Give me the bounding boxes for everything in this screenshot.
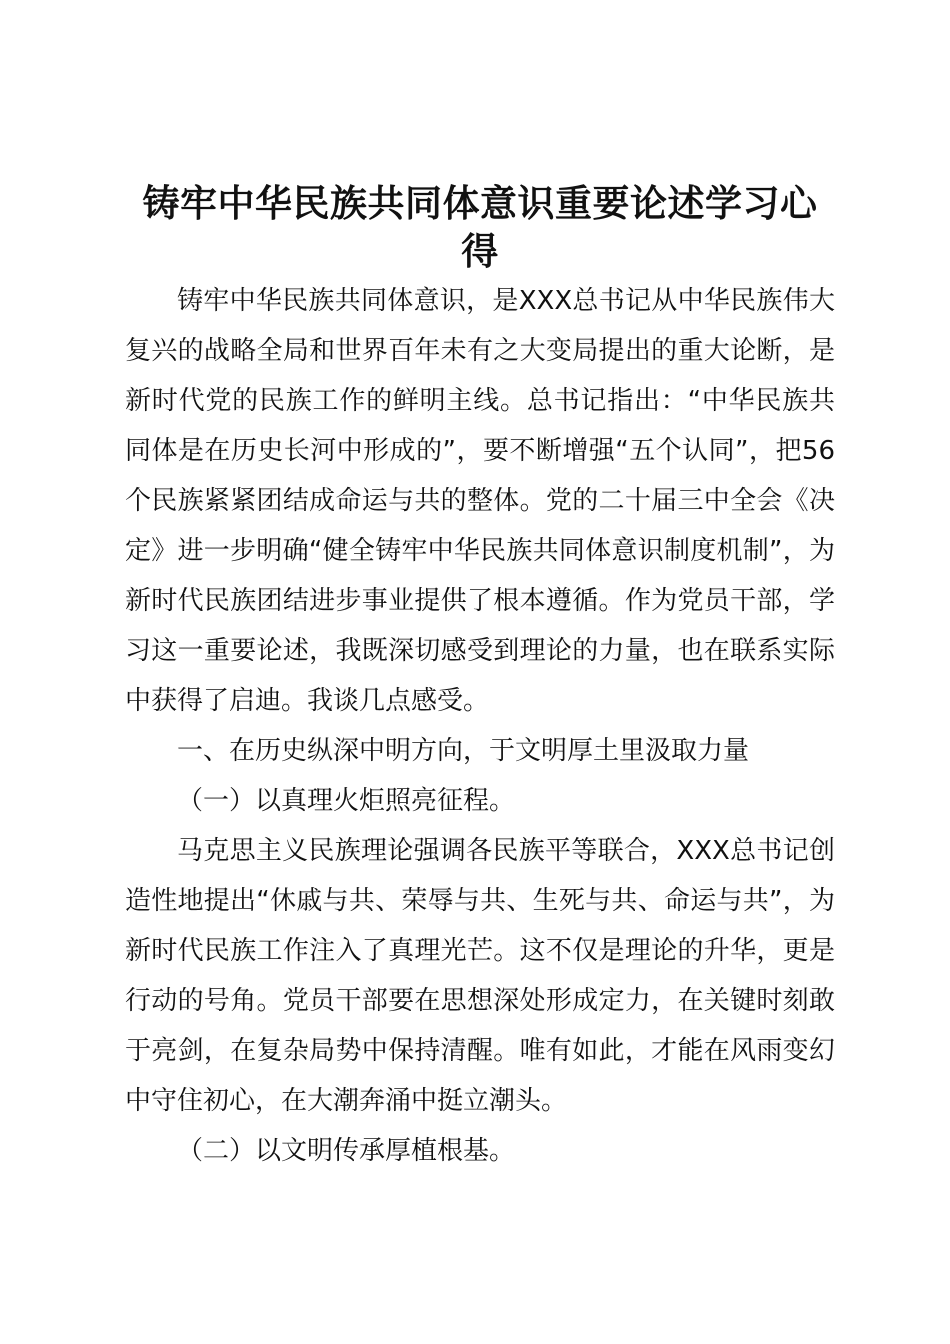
subsection-1-heading: （一）以真理火炬照亮征程。 [177,786,516,816]
subsection-2-heading: （二）以文明传承厚植根基。 [177,1136,516,1166]
subsection-1-body: 马克思主义民族理论强调各民族平等联合，XXX总书记创造性地提出“休戚与共、荣辱与共、生死与共、命运与共”，为新时代民族工作注入了真理光芒。这不仅是理论的升华，更是行动的号角。党员干部要在思想深处形成定力，在关键时刻敢于亮剑，在复杂局势中保持清醒。唯有如此，才能在风雨变幻中守住初心，在大潮奔涌中挺立潮头。 [125,836,835,1116]
document-title: 铸牢中华民族共同体意识重要论述学习心得 [142,182,818,273]
section-1-heading: 一、在历史纵深中明方向，于文明厚土里汲取力量 [177,736,750,766]
intro-paragraph: 铸牢中华民族共同体意识，是XXX总书记从中华民族伟大复兴的战略全局和世界百年未有之大变局提出的重大论断，是新时代党的民族工作的鲜明主线。总书记指出：“中华民族共同体是在历史长河中形成的”，要不断增强“五个认同”，把56个民族紧紧团结成命运与共的整体。党的二十届三中全会《决定》进一步明确“健全铸牢中华民族共同体意识制度机制”，为新时代民族团结进步事业提供了根本遵循。作为党员干部，学习这一重要论述，我既深切感受到理论的力量，也在联系实际中获得了启迪。我谈几点感受。 [125,286,835,716]
document-content [125,180,835,1176]
